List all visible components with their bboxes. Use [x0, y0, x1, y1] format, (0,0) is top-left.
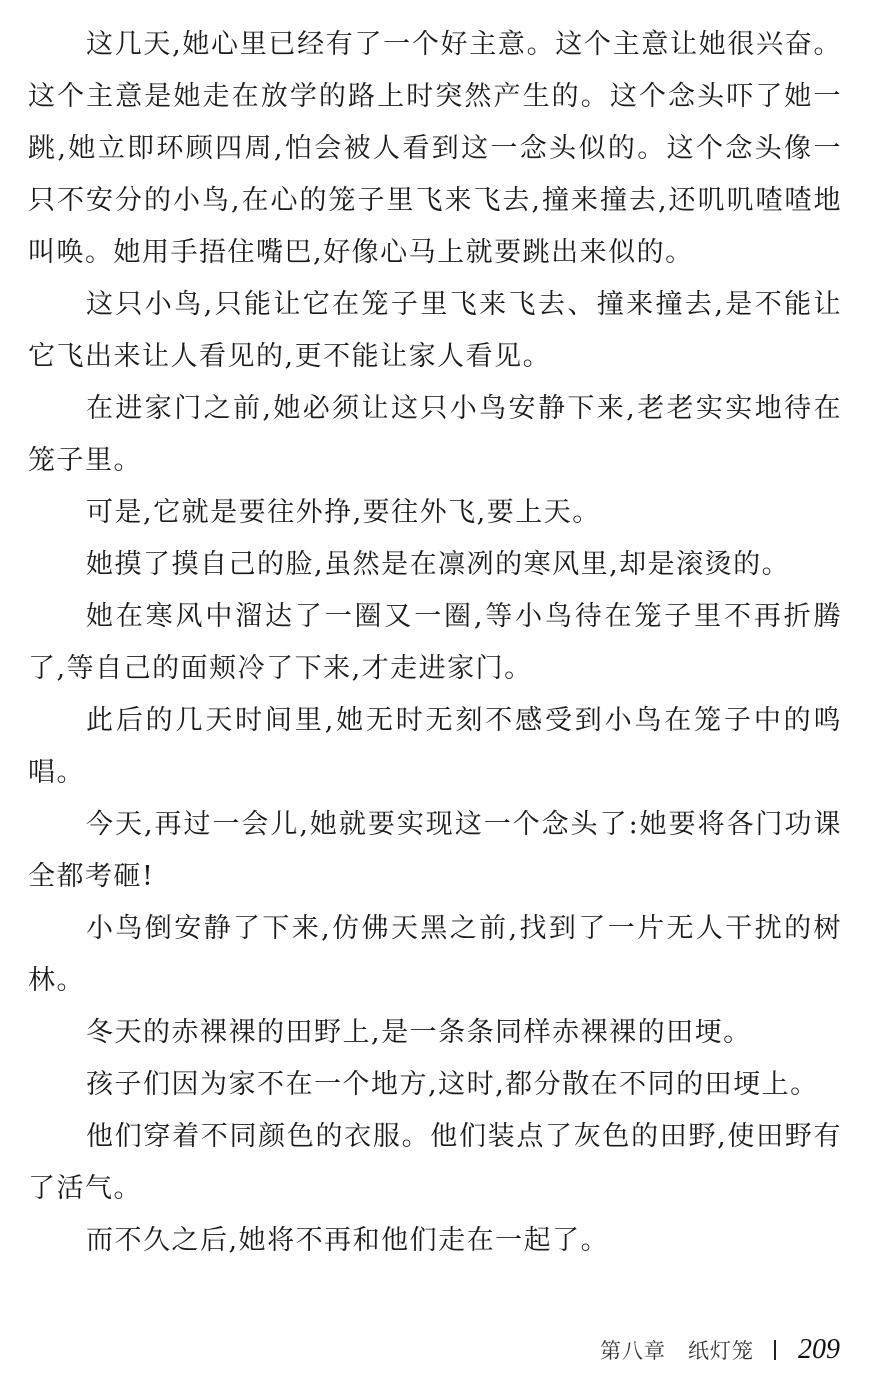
paragraph: 她摸了摸自己的脸,虽然是在凛冽的寒风里,却是滚烫的。: [86, 549, 791, 580]
paragraph: 可是,它就是要往外挣,要往外飞,要上天。: [86, 497, 601, 528]
paragraph: 冬天的赤裸裸的田野上,是一条条同样赤裸裸的田埂。: [86, 1017, 752, 1048]
paragraph: 小鸟倒安静了下来,仿佛天黑之前,找到了一片无人干扰的树林。: [28, 913, 842, 996]
paragraph: 这几天,她心里已经有了一个好主意。这个主意让她很兴奋。这个主意是她走在放学的路上时突然产生的。这个念头吓了她一跳,她立即环顾四周,怕会被人看到这一念头似的。这个念头像一只不安分的小鸟,在心的笼子里飞来飞去,撞来撞去,还叽叽喳喳地叫唤。她用手捂住嘴巴,好像心马上就要跳出来似的。: [28, 29, 842, 268]
paragraph: 她在寒风中溜达了一圈又一圈,等小鸟待在笼子里不再折腾了,等自己的面颊冷了下来,才走进家门。: [28, 601, 842, 684]
paragraph: 他们穿着不同颜色的衣服。他们装点了灰色的田野,使田野有了活气。: [28, 1121, 842, 1204]
page-number: 209: [798, 1334, 840, 1365]
paragraph: 这只小鸟,只能让它在笼子里飞来飞去、撞来撞去,是不能让它飞出来让人看见的,更不能让家人看见。: [28, 289, 842, 372]
running-footer: [600, 1332, 840, 1368]
paragraph: 而不久之后,她将不再和他们走在一起了。: [86, 1225, 610, 1256]
chapter-label: 第八章: [600, 1339, 666, 1363]
paragraph: 此后的几天时间里,她无时无刻不感受到小鸟在笼子中的鸣唱。: [28, 705, 842, 788]
paragraph: 孩子们因为家不在一个地方,这时,都分散在不同的田埂上。: [86, 1069, 819, 1100]
page-body: [28, 19, 842, 1267]
paragraph: 在进家门之前,她必须让这只小鸟安静下来,老老实实地待在笼子里。: [28, 393, 842, 476]
paragraph: 今天,再过一会儿,她就要实现这一个念头了:她要将各门功课全都考砸!: [28, 809, 842, 892]
chapter-title: 纸灯笼: [688, 1339, 754, 1363]
footer-divider: [774, 1340, 776, 1360]
